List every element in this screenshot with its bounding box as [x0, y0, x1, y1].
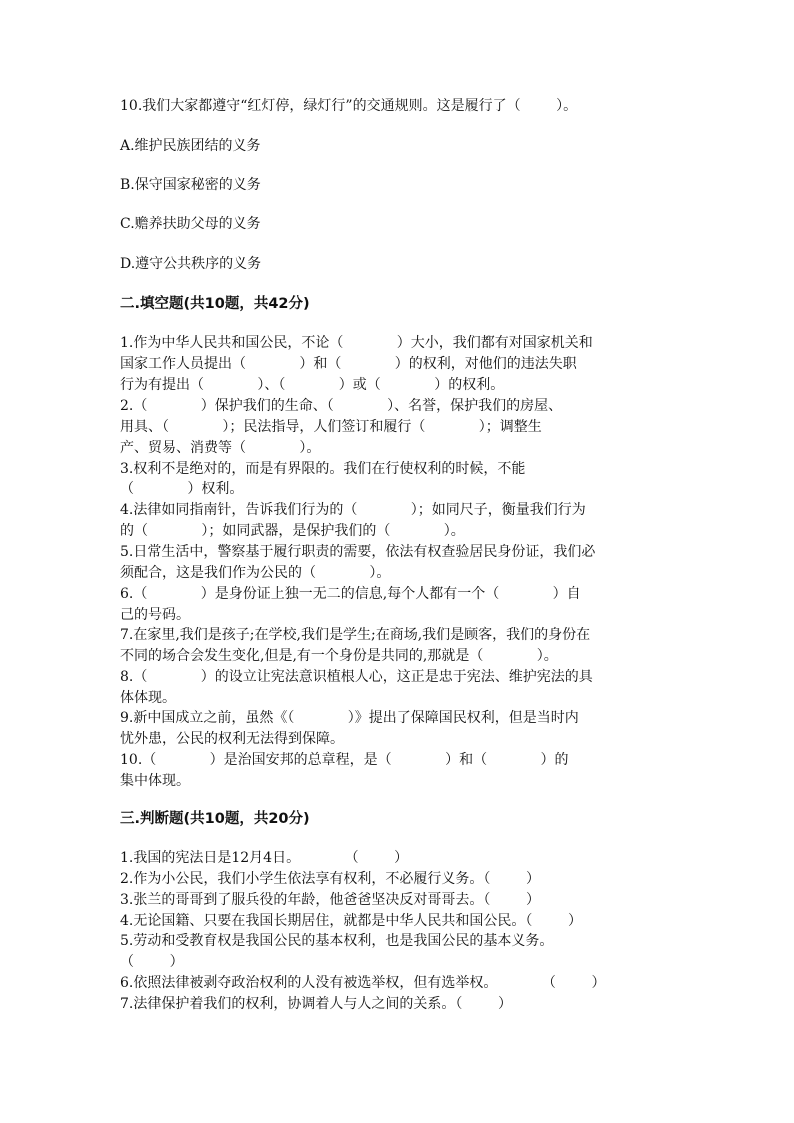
judge-line: 1.我国的宪法日是12月4日。 （ ）	[120, 850, 409, 866]
judge-line: 5.劳动和受教育权是我国公民的基本权利，也是我国公民的基本义务。	[120, 933, 554, 949]
fill-line: 不同的场合会发生变化,但是,有一个身份是共同的,那就是（ ）。	[120, 648, 558, 664]
fill-line: 3.权利不是绝对的，而是有界限的。我们在行使权利的时候，不能	[120, 461, 526, 477]
mc-option-d: D.遵守公共秩序的义务	[120, 256, 262, 272]
fill-line: （ ）权利。	[120, 481, 244, 497]
mc-question-stem: 10.我们大家都遵守“红灯停，绿灯行”的交通规则。这是履行了（ ）。	[120, 98, 578, 114]
fill-line: 忧外患，公民的权利无法得到保障。	[120, 731, 344, 747]
mc-option-a: A.维护民族团结的义务	[120, 138, 261, 154]
mc-option-b: B.保守国家秘密的义务	[120, 177, 261, 193]
mc-option-c: C.赡养扶助父母的义务	[120, 216, 261, 232]
fill-line: 须配合，这是我们作为公民的（ ）。	[120, 565, 391, 581]
fill-section-title: 二.填空题(共10题，共42分)	[120, 296, 310, 312]
fill-line: 国家工作人员提出（ ）和（ ）的权利，对他们的违法失职	[120, 356, 577, 372]
fill-line: 6.（ ）是身份证上独一无二的信息,每个人都有一个（ ）自	[120, 586, 581, 602]
fill-line: 5.日常生活中，警察基于履行职责的需要，依法有权查验居民身份证，我们必	[120, 544, 596, 560]
fill-line: 4.法律如同指南针，告诉我们行为的（ ）；如同尺子，衡量我们行为	[120, 502, 586, 518]
judge-line: （ ）	[120, 954, 184, 970]
fill-line: 行为有提出（ ）、（ ）或（ ）的权利。	[120, 377, 505, 393]
fill-line: 7.在家里,我们是孩子;在学校,我们是学生;在商场,我们是顾客，我们的身份在	[120, 627, 591, 643]
fill-line: 9.新中国成立之前，虽然《（ ）》提出了保障国民权利，但是当时内	[120, 710, 579, 726]
fill-line: 1.作为中华人民共和国公民，不论（ ）大小，我们都有对国家机关和	[120, 335, 593, 351]
judge-line: 3.张兰的哥哥到了服兵役的年龄，他爸爸坚决反对哥哥去。（ ）	[120, 892, 540, 908]
judge-line: 6.依照法律被剥夺政治权利的人没有被选举权，但有选举权。 （ ）	[120, 975, 606, 991]
fill-line: 体体现。	[120, 690, 176, 706]
fill-line: 的（ ）；如同武器，是保护我们的（ ）。	[120, 523, 465, 539]
judge-line: 7.法律保护着我们的权利，协调着人与人之间的关系。（ ）	[120, 996, 512, 1012]
fill-line: 己的号码。	[120, 607, 190, 623]
fill-line: 10.（ ）是治国安邦的总章程，是（ ）和（ ）的	[120, 752, 569, 768]
judge-section-title: 三.判断题(共10题，共20分)	[120, 811, 310, 827]
fill-line: 产、贸易、消费等（ ）。	[120, 440, 321, 456]
fill-line: 集中体现。	[120, 773, 190, 789]
judge-line: 2.作为小公民，我们小学生依法享有权利，不必履行义务。（ ）	[120, 871, 540, 887]
judge-line: 4.无论国籍、只要在我国长期居住，就都是中华人民共和国公民。（ ）	[120, 913, 582, 929]
fill-line: 用具、（ ）；民法指导，人们签订和履行（ ）；调整生	[120, 419, 542, 435]
fill-line: 2.（ ）保护我们的生命、（ ）、名誉，保护我们的房屋、	[120, 398, 563, 414]
fill-line: 8.（ ）的设立让宪法意识植根人心，这正是忠于宪法、维护宪法的具	[120, 669, 593, 685]
